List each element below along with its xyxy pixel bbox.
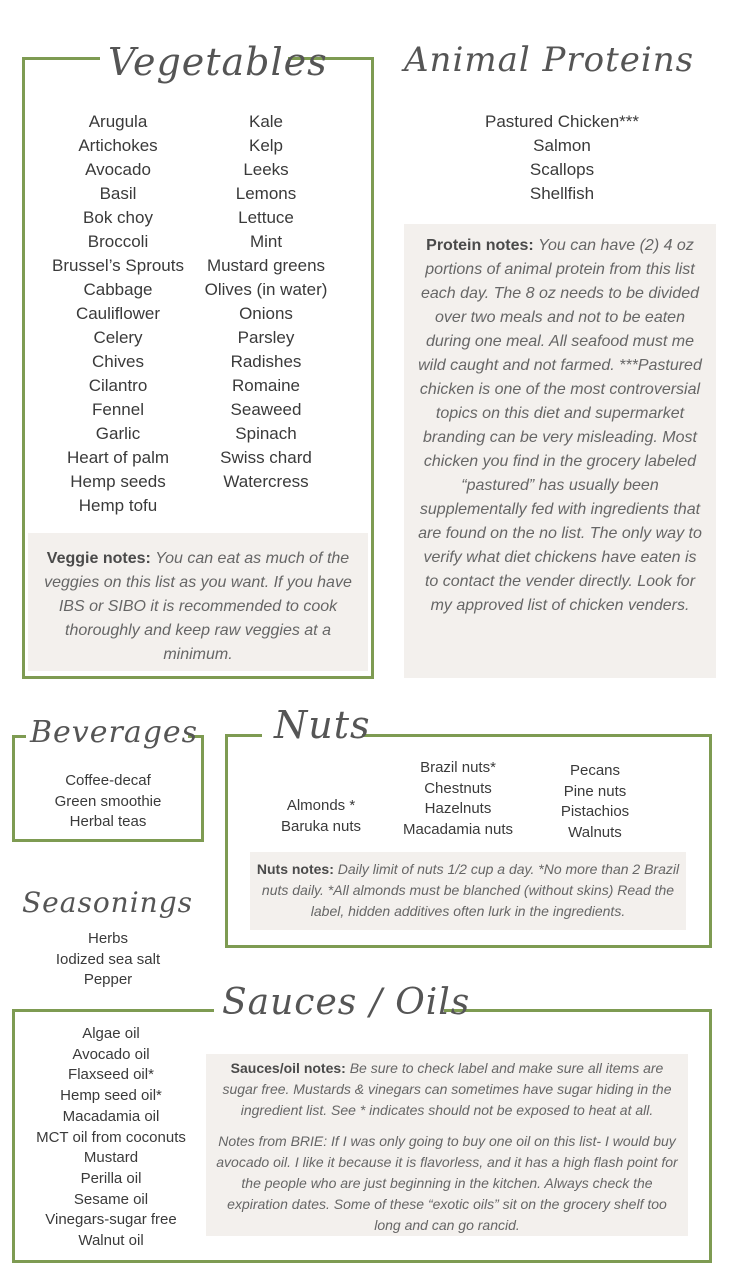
sauces-title: Sauces / Oils bbox=[222, 982, 471, 1023]
list-item: Lemons bbox=[235, 184, 297, 203]
list-item: Leeks bbox=[243, 160, 289, 179]
list-item: Herbal teas bbox=[69, 813, 147, 831]
vegetables-list-col2 bbox=[196, 110, 336, 494]
list-item: Pecans bbox=[569, 762, 621, 779]
nuts-title: Nuts bbox=[274, 703, 371, 747]
beverages-title: Beverages bbox=[30, 715, 199, 750]
veggie-notes bbox=[28, 533, 368, 671]
brie-notes-text: Notes from BRIE: If I was only going to buy one oil on this list- I would buy avocado oil. I like it because it is flavorless, and it has a high flash point for the people who are just beginning in the kitchen. Always check the expiration dates. Some of these “exotic oils” sit on the grocery shelf too long and can go rancid. bbox=[216, 1133, 678, 1233]
list-item: Chestnuts bbox=[424, 779, 492, 797]
list-item: Macadamia oil bbox=[62, 1107, 160, 1125]
list-item: Brussel’s Sprouts bbox=[52, 256, 184, 275]
nuts-notes bbox=[250, 852, 686, 930]
list-item: Pepper bbox=[83, 971, 133, 989]
protein-notes bbox=[404, 224, 716, 678]
veggie-notes-text: You can eat as much of the veggies on this list as you want. If you have IBS or SIBO it is recommended to cook thoroughly and keep raw veggies at a minimum. bbox=[44, 550, 352, 663]
list-item: Hemp seeds bbox=[70, 472, 166, 491]
list-item: Spinach bbox=[235, 424, 297, 443]
list-item: Swiss chard bbox=[220, 448, 312, 467]
list-item: Celery bbox=[93, 328, 143, 347]
proteins-title: Animal Proteins bbox=[404, 40, 695, 80]
list-item: Basil bbox=[99, 184, 137, 203]
sauces-notes-block bbox=[216, 1058, 678, 1121]
brie-notes bbox=[216, 1131, 678, 1236]
list-item: Vinegars-sugar free bbox=[45, 1211, 177, 1229]
list-item: Avocado bbox=[85, 160, 151, 179]
list-item: Walnut oil bbox=[78, 1232, 144, 1250]
list-item: Cabbage bbox=[83, 280, 153, 299]
nuts-notes-text: Daily limit of nuts 1/2 cup a day. *No more than 2 Brazil nuts daily. *All almonds must be blanched (without skins) Read the label, hidden additives often lurk in the ingredients. bbox=[261, 861, 680, 919]
veggie-notes-label: Veggie notes: bbox=[46, 550, 151, 567]
list-item: Mint bbox=[249, 232, 283, 251]
list-item: Sesame oil bbox=[73, 1190, 149, 1208]
nuts-list-col1 bbox=[264, 796, 378, 837]
list-item: Pine nuts bbox=[563, 782, 627, 800]
list-item: Coffee-decaf bbox=[65, 772, 151, 789]
list-item: Watercress bbox=[223, 472, 309, 491]
beverages-list bbox=[16, 771, 200, 833]
list-item: Hazelnuts bbox=[424, 800, 492, 818]
list-item: Green smoothie bbox=[54, 792, 162, 810]
list-item: Pastured Chicken*** bbox=[484, 112, 640, 131]
list-item: Salmon bbox=[533, 136, 591, 155]
vegetables-list-col1 bbox=[36, 110, 200, 518]
list-item: Artichokes bbox=[78, 136, 158, 155]
list-item: Perilla oil bbox=[80, 1169, 142, 1187]
list-item: Mustard bbox=[83, 1149, 139, 1167]
list-item: Parsley bbox=[237, 328, 295, 347]
list-item: Radishes bbox=[230, 352, 302, 371]
list-item: Arugula bbox=[88, 112, 148, 131]
proteins-list bbox=[432, 110, 692, 206]
list-item: Seaweed bbox=[230, 400, 302, 419]
list-item: Bok choy bbox=[83, 208, 153, 227]
list-item: Iodized sea salt bbox=[55, 950, 161, 968]
list-item: Cilantro bbox=[88, 376, 148, 395]
list-item: Brazil nuts* bbox=[420, 759, 496, 776]
list-item: Olives (in water) bbox=[204, 280, 328, 299]
list-item: Algae oil bbox=[82, 1025, 140, 1042]
protein-notes-text: You can have (2) 4 oz portions of animal protein from this list each day. The 8 oz needs to be divided over two meals and not to be eaten during one meal. All seafood must me wild caught and not farmed. ***Pastured chicken is one of the most controversial topics on this diet and supermarket branding can be very misleading. Most chicken you find in the grocery labeled “pastured” has usually been supplementally fed with ingredients that are found on the no list. The only way to verify what diet chickens have eaten is to contact the vender directly. Look for my approved list of chicken venders. bbox=[418, 237, 702, 614]
list-item: Scallops bbox=[529, 160, 595, 179]
list-item: Baruka nuts bbox=[280, 817, 362, 835]
sauces-notes-label: Sauces/oil notes: bbox=[230, 1060, 346, 1076]
nuts-list-col2 bbox=[390, 758, 526, 841]
list-item: Kelp bbox=[248, 136, 284, 155]
sauces-list bbox=[22, 1024, 200, 1252]
list-item: Flaxseed oil* bbox=[68, 1066, 154, 1084]
list-item: Romaine bbox=[231, 376, 301, 395]
list-item: Chives bbox=[92, 352, 144, 371]
list-item: Kale bbox=[248, 112, 284, 131]
nuts-list-col3 bbox=[540, 761, 650, 844]
sauces-notes-text: Be sure to check label and make sure all items are sugar free. Mustards & vinegars can sometimes have sugar hiding in the ingredient list. See * indicates should not be exposed to heat at all. bbox=[222, 1060, 672, 1118]
list-item: Cauliflower bbox=[75, 304, 161, 323]
list-item: Lettuce bbox=[238, 208, 294, 227]
list-item: Fennel bbox=[92, 400, 144, 419]
list-item: Macadamia nuts bbox=[402, 821, 514, 839]
list-item: Hemp seed oil* bbox=[60, 1087, 162, 1105]
list-item: Herbs bbox=[87, 930, 128, 947]
protein-notes-label: Protein notes: bbox=[426, 237, 534, 254]
list-item: Shellfish bbox=[529, 184, 595, 203]
list-item: Walnuts bbox=[568, 824, 622, 842]
sauces-notes bbox=[206, 1054, 688, 1236]
nuts-notes-label: Nuts notes: bbox=[256, 861, 334, 877]
seasonings-title: Seasonings bbox=[22, 886, 193, 919]
list-item: Mustard greens bbox=[206, 256, 326, 275]
list-item: Garlic bbox=[95, 424, 141, 443]
vegetables-title: Vegetables bbox=[108, 40, 328, 84]
list-item: Heart of palm bbox=[66, 448, 170, 467]
list-item: Hemp tofu bbox=[78, 496, 158, 515]
list-item: Avocado oil bbox=[72, 1045, 150, 1063]
list-item: Onions bbox=[239, 304, 293, 323]
list-item: MCT oil from coconuts bbox=[36, 1128, 186, 1146]
seasonings-list bbox=[16, 929, 200, 991]
list-item: Broccoli bbox=[87, 232, 149, 251]
list-item: Pistachios bbox=[560, 803, 630, 821]
list-item: Almonds * bbox=[286, 797, 356, 814]
